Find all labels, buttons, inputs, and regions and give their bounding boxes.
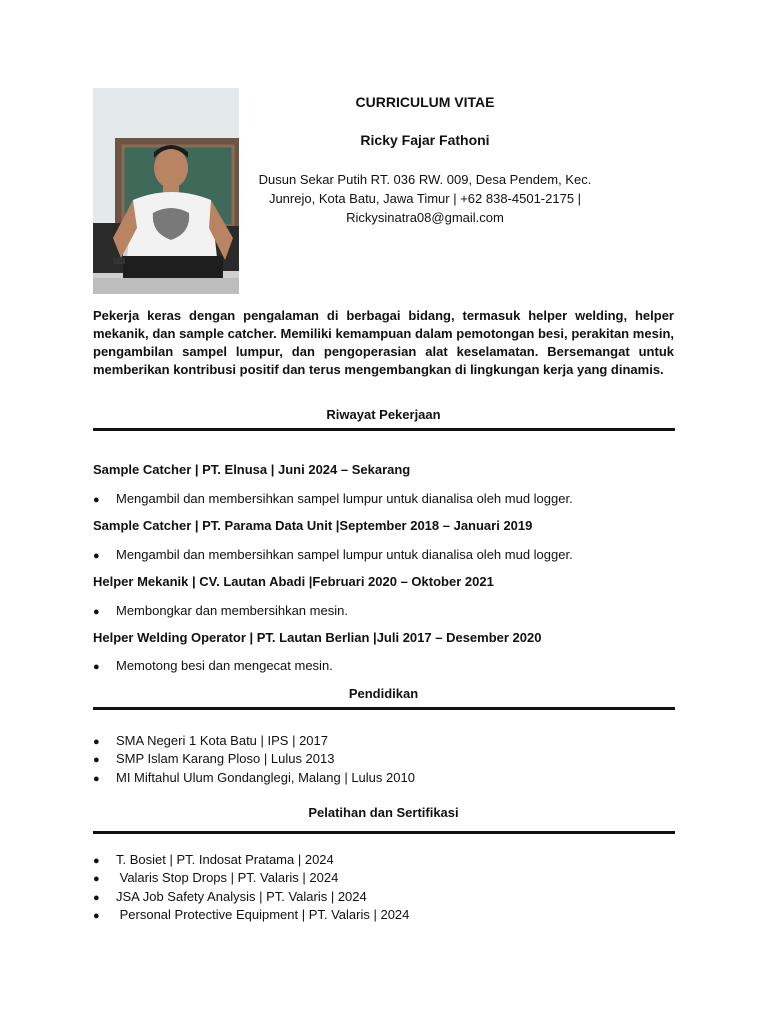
contact-block [240, 170, 610, 227]
list-item: ● Personal Protective Equipment | PT. Valaris | 2024 [93, 907, 410, 922]
list-item: ● Valaris Stop Drops | PT. Valaris | 2024 [93, 870, 339, 885]
job-title: Helper Mekanik | CV. Lautan Abadi |Februari 2020 – Oktober 2021 [93, 574, 494, 589]
section-divider [93, 428, 675, 431]
list-item: ● T. Bosiet | PT. Indosat Pratama | 2024 [93, 852, 334, 867]
profile-summary: Pekerja keras dengan pengalaman di berbagai bidang, termasuk helper welding, helper mekanik, dan sample catcher. Memiliki kemampuan dalam pemotongan besi, perakitan mesin, pengambilan sampel lumpur, dan pengoperasian alat keselamatan. Bersemangat untuk memberikan kontribusi positif dan terus mengembangkan di lingkungan kerja yang dinamis. [93, 308, 674, 377]
person-name: Ricky Fajar Fathoni [360, 132, 490, 148]
list-item: ● SMP Islam Karang Ploso | Lulus 2013 [93, 751, 335, 766]
bullet-icon: ● [93, 873, 100, 885]
bullet-icon: ● [93, 910, 100, 922]
bullet-icon: ● [93, 736, 100, 748]
bullet-icon: ● [93, 494, 100, 506]
job-title: Helper Welding Operator | PT. Lautan Berlian |Juli 2017 – Desember 2020 [93, 630, 542, 645]
cv-title: CURRICULUM VITAE [355, 94, 495, 110]
list-item: ● JSA Job Safety Analysis | PT. Valaris | 2024 [93, 889, 367, 904]
list-item: ● Memotong besi dan mengecat mesin. [93, 658, 333, 673]
cv-header [240, 92, 610, 227]
bullet-icon: ● [93, 550, 100, 562]
job-title: Sample Catcher | PT. Elnusa | Juni 2024 – Sekarang [93, 462, 411, 477]
bullet-icon: ● [93, 606, 100, 618]
section-title-education: Pendidikan [348, 686, 419, 701]
section-divider [93, 831, 675, 834]
address-line-2: Junrejo, Kota Batu, Jawa Timur | +62 838-4501-2175 | [268, 191, 582, 206]
list-item: ● Mengambil dan membersihkan sampel lumpur untuk dianalisa oleh mud logger. [93, 547, 573, 562]
list-item: ● SMA Negeri 1 Kota Batu | IPS | 2017 [93, 733, 328, 748]
bullet-icon: ● [93, 892, 100, 904]
section-divider [93, 707, 675, 710]
section-title-training: Pelatihan dan Sertifikasi [308, 805, 459, 820]
bullet-icon: ● [93, 855, 100, 867]
email-text: Rickysinatra08@gmail.com [346, 210, 504, 225]
job-title: Sample Catcher | PT. Parama Data Unit |September 2018 – Januari 2019 [93, 518, 533, 533]
list-item: ● MI Miftahul Ulum Gondanglegi, Malang | Lulus 2010 [93, 770, 415, 785]
list-item: ● Mengambil dan membersihkan sampel lumpur untuk dianalisa oleh mud logger. [93, 491, 573, 506]
bullet-icon: ● [93, 754, 100, 766]
profile-photo [93, 88, 239, 294]
section-title-experience: Riwayat Pekerjaan [326, 407, 441, 422]
bullet-icon: ● [93, 661, 100, 673]
address-line-1: Dusun Sekar Putih RT. 036 RW. 009, Desa Pendem, Kec. [258, 172, 592, 187]
bullet-icon: ● [93, 773, 100, 785]
list-item: ● Membongkar dan membersihkan mesin. [93, 603, 348, 618]
